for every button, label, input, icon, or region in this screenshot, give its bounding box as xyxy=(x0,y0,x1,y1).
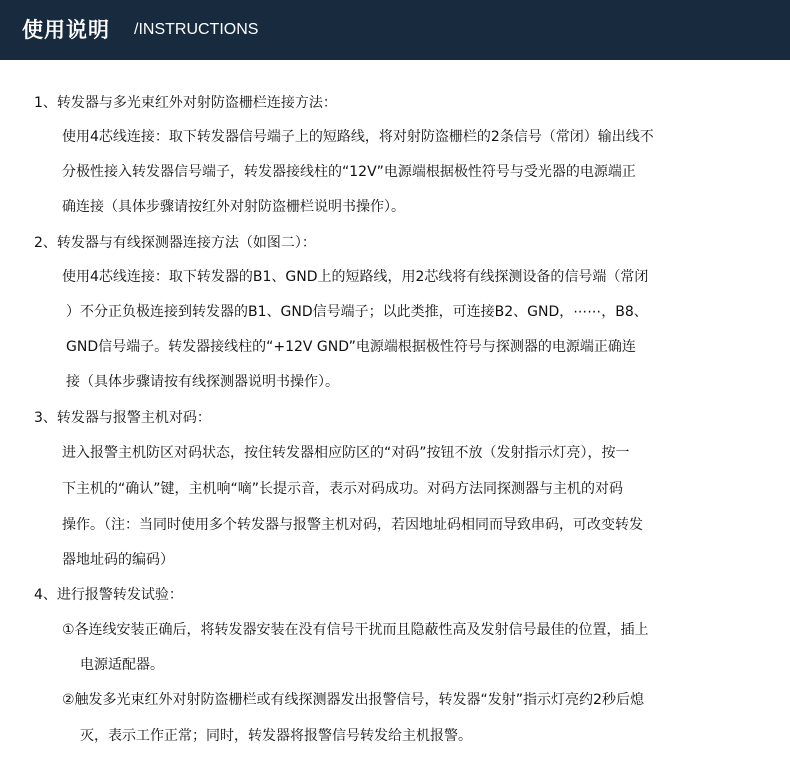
section-1-line-1: 使用4芯线连接：取下转发器信号端子上的短路线，将对射防盗栅栏的2条信号（常闭）输出线不 xyxy=(62,129,654,145)
section-4-heading: 4、进行报警转发试验： xyxy=(34,587,183,603)
section-1-heading: 1、转发器与多光束红外对射防盗栅栏连接方法： xyxy=(34,95,337,111)
section-2-line-2: ）不分正负极连接到转发器的B1、GND信号端子；以此类推，可连接B2、GND，⋯⋯，B8、 xyxy=(66,304,648,320)
section-4-line-4: 灭，表示工作正常；同时，转发器将报警信号转发给主机报警。 xyxy=(80,728,472,744)
section-2-line-3: GND信号端子。转发器接线柱的“+12V GND”电源端根据极性符号与探测器的电源端正确连 xyxy=(66,339,636,355)
section-3-line-1: 进入报警主机防区对码状态，按住转发器相应防区的“对码”按钮不放（发射指示灯亮），按一 xyxy=(62,445,630,461)
section-4-line-2: 电源适配器。 xyxy=(80,657,164,673)
section-4-line-3: ②触发多光束红外对射防盗栅栏或有线探测器发出报警信号，转发器“发射”指示灯亮约2秒后熄 xyxy=(62,692,644,708)
section-3-line-3: 操作。（注：当同时使用多个转发器与报警主机对码，若因地址码相同而导致串码，可改变转发 xyxy=(62,517,643,533)
section-2-line-4: 接（具体步骤请按有线探测器说明书操作）。 xyxy=(66,374,339,390)
page-title: 使用说明 xyxy=(22,18,110,42)
page-subtitle: /INSTRUCTIONS xyxy=(134,21,259,38)
section-1-line-2: 分极性接入转发器信号端子，转发器接线柱的“12V”电源端根据极性符号与受光器的电源端正 xyxy=(62,164,636,180)
section-3-heading: 3、转发器与报警主机对码： xyxy=(34,410,211,426)
section-2-heading: 2、转发器与有线探测器连接方法（如图二）： xyxy=(34,235,316,251)
section-4-line-1: ①各连线安装正确后，将转发器安装在没有信号干扰而且隐蔽性高及发射信号最佳的位置，插上 xyxy=(62,622,649,638)
section-3-line-2: 下主机的“确认”键，主机响“嘀”长提示音，表示对码成功。对码方法同探测器与主机的对码 xyxy=(62,481,624,497)
section-3-line-4: 器地址码的编码） xyxy=(62,552,174,568)
section-1-line-3: 确连接（具体步骤请按红外对射防盗栅栏说明书操作）。 xyxy=(62,199,405,215)
section-2-line-1: 使用4芯线连接：取下转发器的B1、GND上的短路线，用2芯线将有线探测设备的信号端（常闭 xyxy=(62,269,649,285)
